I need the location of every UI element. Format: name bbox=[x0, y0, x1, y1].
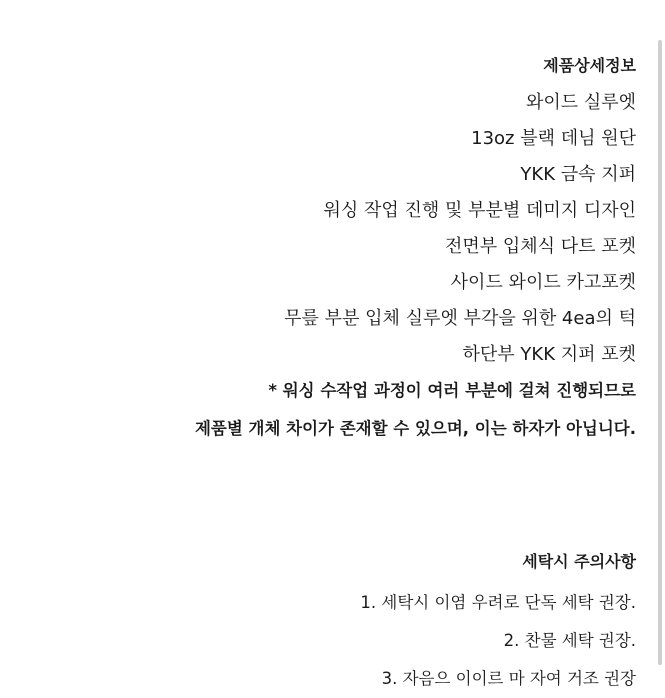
detail-item-knee-tuck: 무릎 부분 입체 실루엣 부각을 위한 4ea의 턱 bbox=[284, 308, 636, 329]
product-details-heading: 제품상세정보 bbox=[543, 56, 636, 75]
detail-item-fabric: 13oz 블랙 데님 원단 bbox=[471, 128, 636, 149]
detail-item-hem-pocket: 하단부 YKK 지퍼 포켓 bbox=[462, 344, 636, 365]
care-instructions-section bbox=[116, 540, 636, 698]
product-details-section bbox=[116, 46, 636, 449]
care-item-1: 1. 세탁시 이염 우려로 단독 세탁 권장. bbox=[360, 593, 636, 612]
detail-item-cargo-pocket: 사이드 와이드 카고포켓 bbox=[450, 272, 636, 293]
vertical-scrollbar[interactable] bbox=[658, 40, 662, 665]
detail-item-silhouette: 와이드 실루엣 bbox=[525, 92, 636, 113]
care-instructions-heading: 세탁시 주의사항 bbox=[522, 552, 636, 571]
care-item-3: 3. 자음으 이이르 마 자여 거조 권장 bbox=[381, 669, 636, 688]
detail-item-washing: 워싱 작업 진행 및 부분별 데미지 디자인 bbox=[323, 200, 636, 221]
notice-line-1: * 워싱 수작업 과정이 여러 부분에 걸쳐 진행되므로 bbox=[268, 381, 636, 400]
notice-line-2: 제품별 개체 차이가 존재할 수 있으며, 이는 하자가 아닙니다. bbox=[194, 419, 636, 438]
care-item-2: 2. 찬물 세탁 권장. bbox=[503, 631, 636, 650]
detail-item-zipper: YKK 금속 지퍼 bbox=[520, 164, 636, 185]
detail-item-front-pocket: 전면부 입체식 다트 포켓 bbox=[444, 236, 636, 257]
